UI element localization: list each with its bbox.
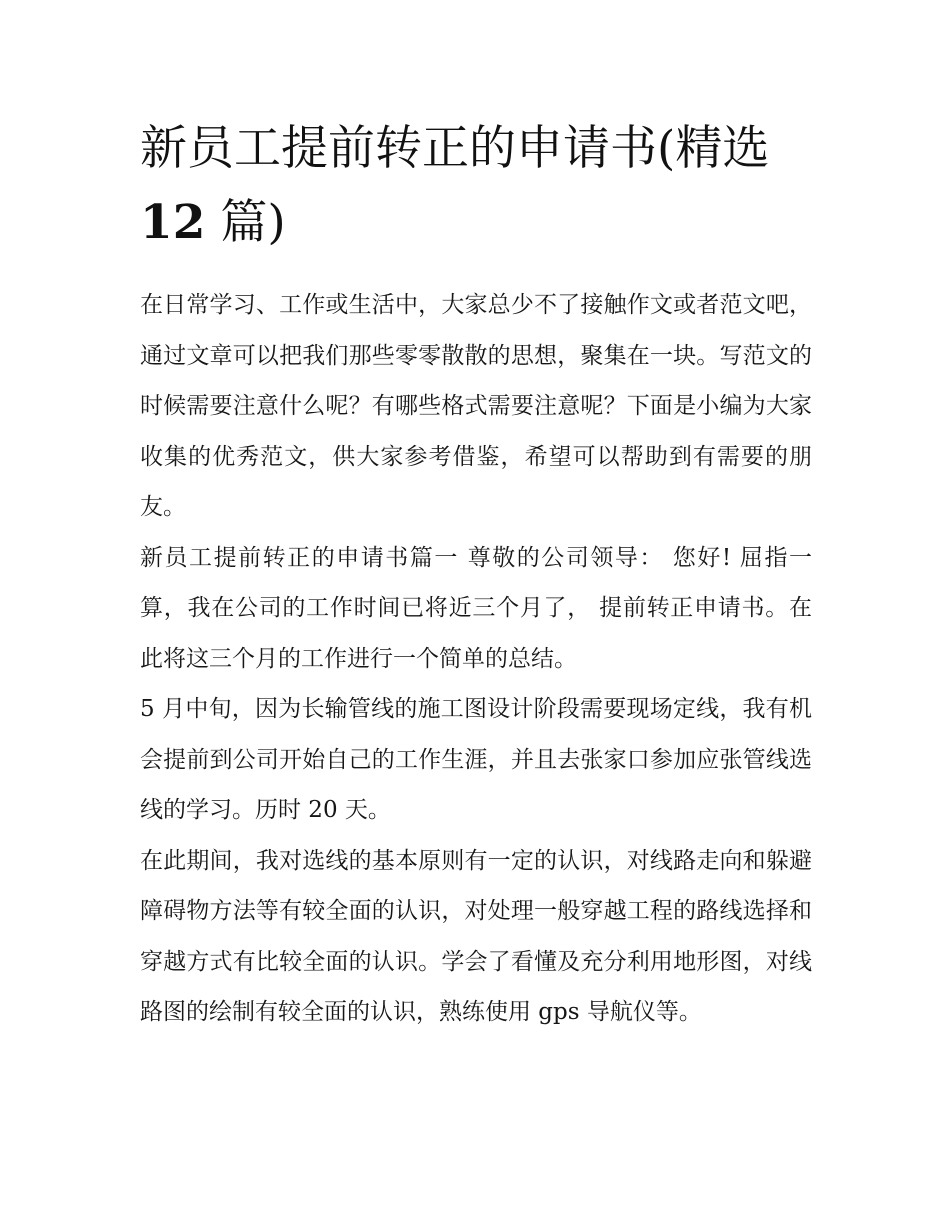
- document-body: [140, 112, 812, 1038]
- learning-summary-paragraph: 在此期间，我对选线的基本原则有一定的认识，对线路走向和躲避障碍物方法等有较全面的认识，对处理一般穿越工程的路线选择和穿越方式有比较全面的认识。学会了看懂及充分利用地形图，对线路图的绘制有较全面的认识，熟练使用 gps 导航仪等。: [140, 847, 812, 1025]
- intro-paragraph: 在日常学习、工作或生活中，大家总少不了接触作文或者范文吧，通过文章可以把我们那些零零散散的思想，聚集在一块。写范文的时候需要注意什么呢？有哪些格式需要注意呢？下面是小编为大家收集的优秀范文，供大家参考借鉴，希望可以帮助到有需要的朋友。: [140, 292, 812, 520]
- document-title: 新员工提前转正的申请书(精选 12 篇): [140, 121, 770, 250]
- may-fieldwork-paragraph: 5 月中旬，因为长输管线的施工图设计阶段需要现场定线，我有机会提前到公司开始自己的工作生涯，并且去张家口参加应张管线选线的学习。历时 20 天。: [140, 696, 812, 823]
- letter-opening-paragraph: 新员工提前转正的申请书篇一 尊敬的公司领导： 您好! 屈指一算，我在公司的工作时间已将近三个月了， 提前转正申请书。在此将这三个月的工作进行一个简单的总结。: [140, 544, 812, 672]
